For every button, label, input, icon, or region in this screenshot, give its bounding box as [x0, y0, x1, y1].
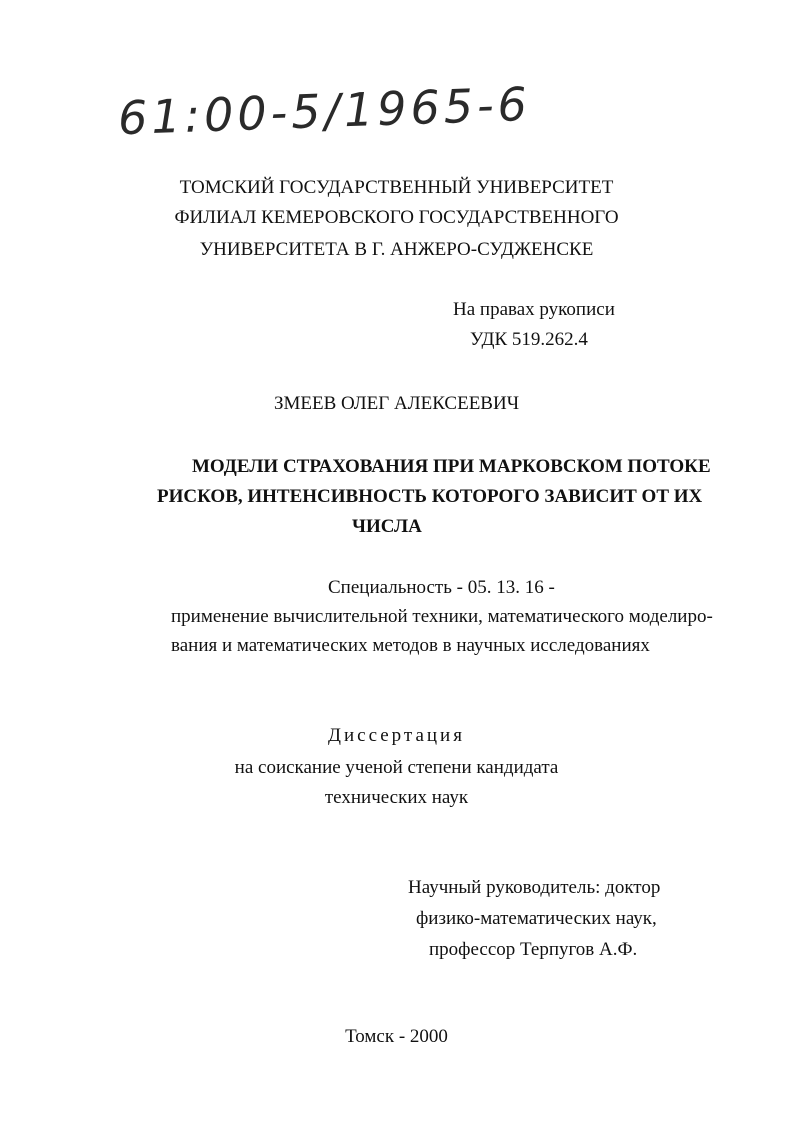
title-line-3: ЧИСЛА	[352, 516, 422, 537]
work-type-heading: Диссертация	[328, 725, 465, 746]
institution-line-2: ФИЛИАЛ КЕМЕРОВСКОГО ГОСУДАРСТВЕННОГО	[174, 207, 619, 228]
specialty-line-1: применение вычислительной техники, математического моделиро-	[171, 606, 713, 627]
work-type-line-1: на соискание ученой степени кандидата	[234, 757, 559, 778]
manuscript-rights: На правах рукописи	[453, 299, 615, 320]
institution-line-3: УНИВЕРСИТЕТА В Г. АНЖЕРО-СУДЖЕНСКЕ	[199, 239, 594, 260]
supervisor-line-2: физико-математических наук,	[416, 908, 657, 929]
title-line-1: МОДЕЛИ СТРАХОВАНИЯ ПРИ МАРКОВСКОМ ПОТОКЕ	[192, 456, 711, 477]
title-line-2: РИСКОВ, ИНТЕНСИВНОСТЬ КОТОРОГО ЗАВИСИТ ОТ ИХ	[157, 486, 703, 507]
institution-line-1: ТОМСКИЙ ГОСУДАРСТВЕННЫЙ УНИВЕРСИТЕТ	[179, 177, 614, 198]
city-year: Томск - 2000	[345, 1026, 448, 1047]
archive-stamp: 61:00-5/1965-6	[117, 76, 532, 146]
author-name: ЗМЕЕВ ОЛЕГ АЛЕКСЕЕВИЧ	[273, 393, 520, 414]
specialty-code: Специальность - 05. 13. 16 -	[328, 577, 555, 598]
supervisor-line-3: профессор Терпугов А.Ф.	[429, 939, 638, 960]
supervisor-line-1: Научный руководитель: доктор	[408, 877, 661, 898]
udk-code: УДК 519.262.4	[470, 329, 588, 350]
work-type-line-2: технических наук	[324, 787, 469, 808]
specialty-line-2: вания и математических методов в научных исследованиях	[171, 635, 650, 656]
